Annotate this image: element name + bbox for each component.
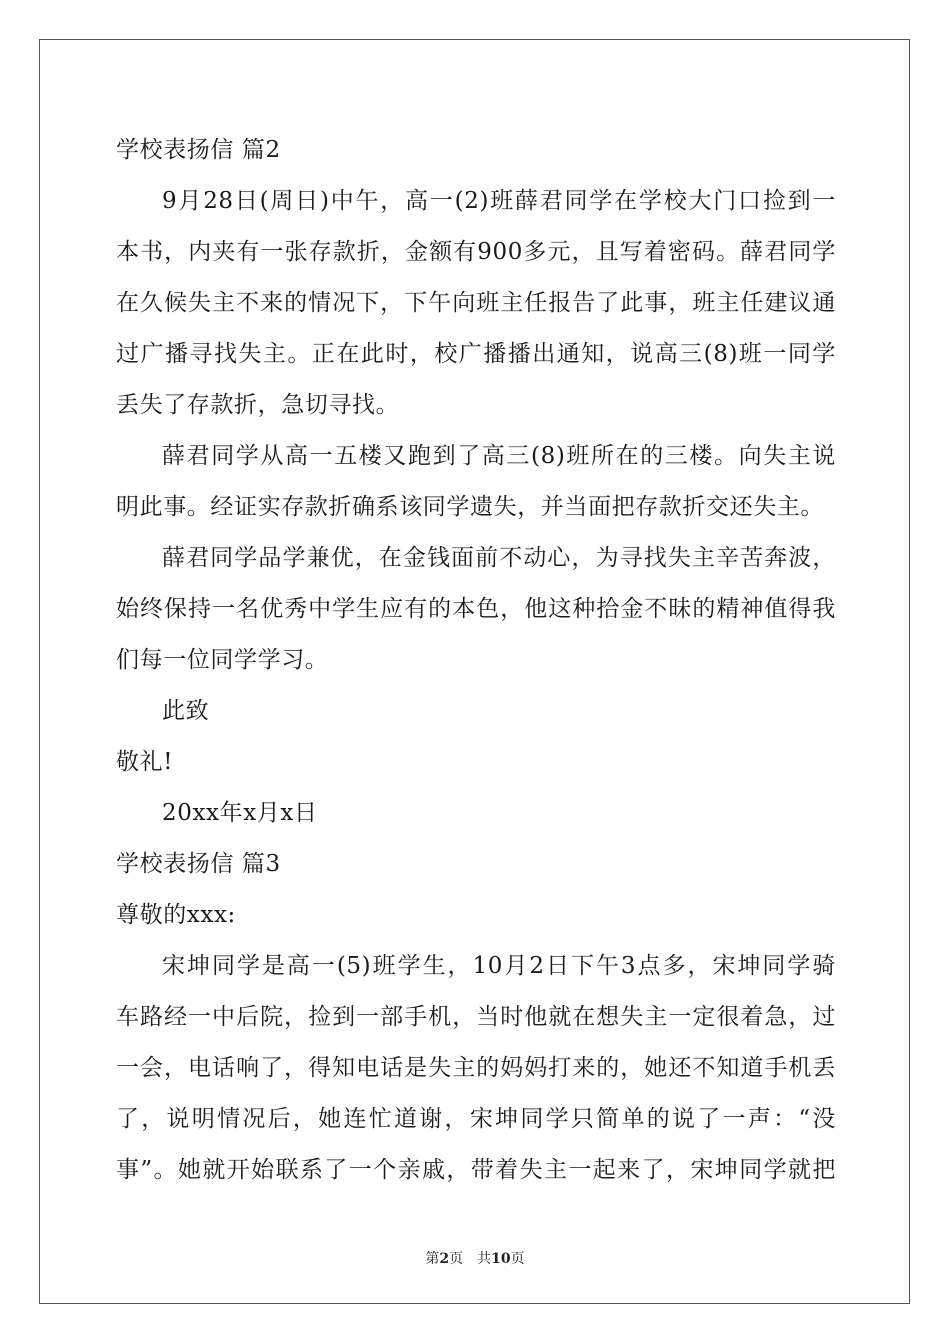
section-heading-3: 学校表扬信 篇3 [116,851,281,877]
paragraph-line: 过广播寻找失主。正在此时，校广播播出通知，说高三(8)班一同学 [116,341,836,367]
footer-prefix: 第 [425,1251,440,1267]
paragraph-line: 9月28日(周日)中午，高一(2)班薛君同学在学校大门口捡到一 [162,188,836,214]
footer-page-number: 2 [439,1251,450,1267]
paragraph-line: 薛君同学品学兼优，在金钱面前不动心，为寻找失主辛苦奔波， [162,545,836,571]
closing-line: 此致 [162,698,210,724]
date-line: 20xx年x月x日 [162,800,318,826]
paragraph-line: 了，说明情况后，她连忙道谢，宋坤同学只简单的说了一声：“没 [116,1106,836,1132]
footer-total-pages: 10 [491,1251,511,1267]
paragraph-line: 们每一位同学学习。 [116,647,329,673]
paragraph-line: 始终保持一名优秀中学生应有的本色，他这种拾金不昧的精神值得我 [116,596,836,622]
document-body [116,125,836,1196]
page-footer [0,1248,950,1268]
paragraph-line: 宋坤同学是高一(5)班学生，10月2日下午3点多，宋坤同学骑 [162,953,836,979]
footer-suffix: 页 [510,1251,525,1267]
paragraph-line: 在久候失主不来的情况下，下午向班主任报告了此事，班主任建议通 [116,290,836,316]
paragraph-line: 车路经一中后院，捡到一部手机，当时他就在想失主一定很着急，过 [116,1004,836,1030]
paragraph-line: 本书，内夹有一张存款折，金额有900多元，且写着密码。薛君同学 [116,239,836,265]
section-heading-2: 学校表扬信 篇2 [116,137,281,163]
paragraph-line: 丢失了存款折，急切寻找。 [116,392,400,418]
closing-line: 敬礼! [116,749,174,775]
paragraph-line: 明此事。经证实存款折确系该同学遗失，并当面把存款折交还失主。 [116,494,824,520]
paragraph-line: 一会，电话响了，得知电话是失主的妈妈打来的，她还不知道手机丢 [116,1055,836,1081]
salutation: 尊敬的xxx: [116,902,236,928]
footer-mid: 页 共 [449,1251,492,1267]
paragraph-line: 事”。她就开始联系了一个亲戚，带着失主一起来了，宋坤同学就把 [116,1157,836,1183]
paragraph-line: 薛君同学从高一五楼又跑到了高三(8)班所在的三楼。向失主说 [162,443,836,469]
